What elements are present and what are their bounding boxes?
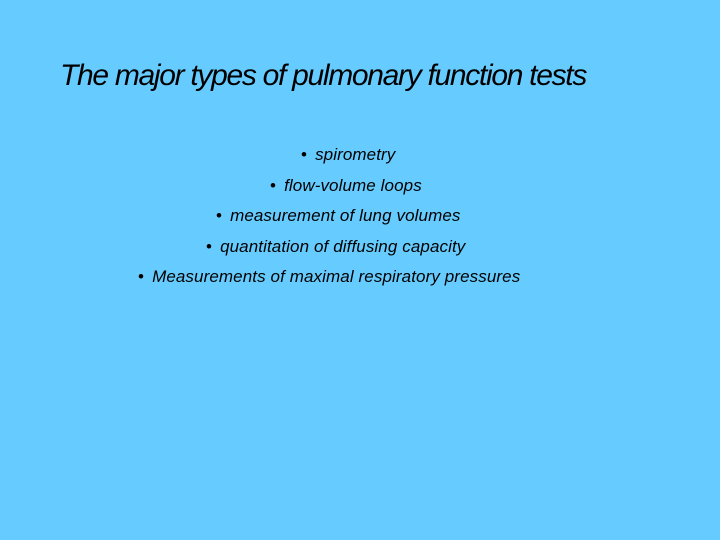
bullet-text: quantitation of diffusing capacity xyxy=(220,236,466,256)
list-item xyxy=(0,206,720,237)
bullet-text: measurement of lung volumes xyxy=(230,206,461,225)
list-item xyxy=(0,176,720,207)
bullet-icon: • xyxy=(206,236,213,256)
bullet-list xyxy=(0,145,720,298)
bullet-icon: • xyxy=(138,267,145,286)
list-item xyxy=(0,267,720,298)
bullet-icon: • xyxy=(216,206,223,225)
bullet-text: Measurements of maximal respiratory pressures xyxy=(152,267,521,286)
slide-title: The major types of pulmonary function tests xyxy=(60,59,587,92)
list-item xyxy=(0,145,720,176)
bullet-text: flow-volume loops xyxy=(284,175,422,195)
bullet-icon: • xyxy=(270,175,277,195)
list-item xyxy=(0,237,720,268)
bullet-text: spirometry xyxy=(315,145,396,164)
bullet-icon: • xyxy=(301,145,308,164)
